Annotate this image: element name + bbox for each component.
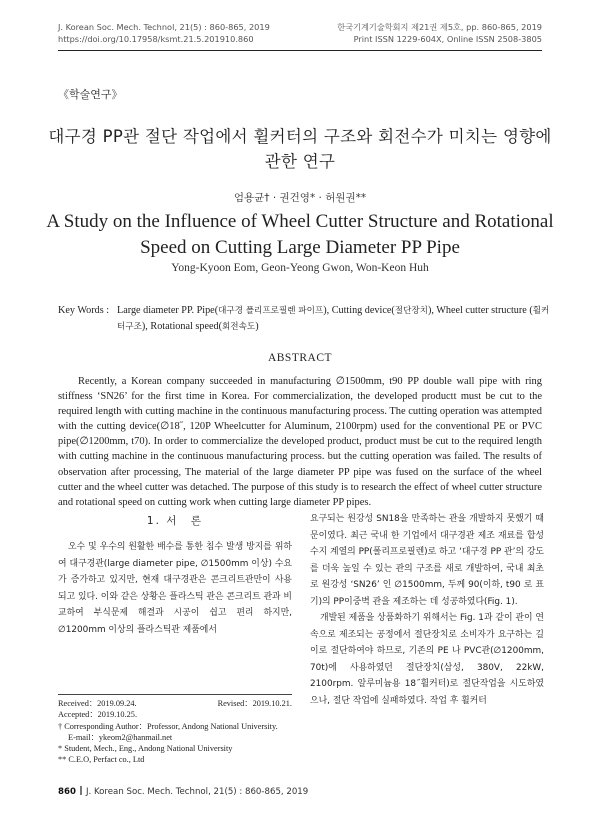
intro-paragraph-cont: 요구되는 원강성 SN18을 만족하는 관을 개발하지 못했기 때문이였다. 최근 국내 한 기업에서 대구경관 제조 재료를 합성수지 계열의 PP(폴리프로필렌)로 하고 ‘대구경 PP 관’의 강도를 더욱 높일 수 있는 관의 구조를 새로 개발하여, 국내 최초로 원강성 ‘SN26’ 인 ∅1500mm, 두께 90(이하, t90 로 표기)의 PP이중벽 관을 제조하는 데 성공하였다(Fig. 1). xyxy=(310,514,544,607)
corresponding-author: † Corresponding Author：Professor, Andong National University. xyxy=(58,721,278,731)
author-email[interactable]: E-mail：ykeom2@hanmail.net xyxy=(68,732,173,742)
student-affiliation: * Student, Mech., Eng., Andong National University xyxy=(58,744,233,754)
abstract-heading: ABSTRACT xyxy=(267,352,333,364)
dates-row xyxy=(58,698,292,709)
keyword-3-ko: 휠커터구조 xyxy=(117,306,550,332)
left-column xyxy=(58,539,292,638)
keyword-1: Large diameter PP. Pipe( xyxy=(117,305,219,316)
header-left xyxy=(58,22,270,45)
right-column xyxy=(310,511,544,709)
journal-citation: J. Korean Soc. Mech. Technol, 21(5) : 860-865, 2019 xyxy=(58,22,270,32)
keywords-label: Key Words : xyxy=(58,305,110,316)
accepted-date: Accepted：2019.10.25. xyxy=(58,710,138,720)
intro-paragraph-2: 개발된 제품을 상품화하기 위해서는 Fig. 1과 같이 관이 연속으로 제조되는 공정에서 절단장치로 소비자가 요구하는 길이로 절단하여야 하므로, 기존의 PE 나 PVC관(∅1200mm, 70t)에 사용하였던 절단장치(삼성, 380V, 22kW, 2100rpm. 알루미늄용 18˝휠커터)로 절단작업을 시도하였으나, 절단 작업에 실패하였다. 작업 후 휠커터 xyxy=(310,613,544,706)
section-heading: 1. 서 론 xyxy=(146,515,204,527)
article-category: 《학술연구》 xyxy=(58,88,123,101)
issn-info: Print ISSN 1229-604X, Online ISSN 2508-3805 xyxy=(353,33,542,44)
english-authors: Yong-Kyoon Eom, Geon-Yeong Gwon, Won-Keon Huh xyxy=(171,262,429,274)
ceo-affiliation: ** C.E.O, Perfact co., Ltd xyxy=(58,755,145,765)
header-right xyxy=(337,22,542,45)
page-number: 860 xyxy=(58,787,76,797)
footer-divider xyxy=(80,786,82,795)
korean-title: 대구경 PP관 절단 작업에서 휠커터의 구조와 회전수가 미치는 영향에 관한 연구 xyxy=(48,127,552,171)
intro-paragraph: 오수 및 우수의 원활한 배수를 통한 침수 발생 방지를 위하여 대구경관(large diameter pipe, ∅1500mm 이상) 수요가 증가하고 있지만, 현재 대구경관은 콘크리트관만이 사용되고 있다. 이와 같은 상황은 플라스틱 관은 콘크리트 관과 비교하여 부식문제 해결과 시공이 쉽고 편리 하지만, ∅1200mm 이상의 플라스틱관 제품에서 xyxy=(58,542,292,635)
korean-authors: 엄용균† · 권건영* · 허원권** xyxy=(233,192,367,204)
english-title: A Study on the Influence of Wheel Cutter Structure and Rotational Speed on Cutting Large Diameter PP Pipe xyxy=(46,211,554,258)
keywords-block xyxy=(58,303,556,335)
keyword-end: ) xyxy=(255,321,259,332)
keywords-text xyxy=(117,303,556,335)
revised-date: Revised：2019.10.21. xyxy=(217,699,292,708)
keyword-4-ko: 회전속도 xyxy=(221,322,256,332)
received-date: Received：2019.09.24. xyxy=(58,699,137,708)
footer-journal: J. Korean Soc. Mech. Technol, 21(5) : 860-865, 2019 xyxy=(85,787,309,797)
page-footer xyxy=(58,786,308,797)
keyword-1-ko: 대구경 폴리프로필렌 파이프 xyxy=(218,306,324,316)
keyword-2-ko: 절단장치 xyxy=(394,306,428,316)
keyword-4: ), Rotational speed( xyxy=(141,321,222,332)
doi-link[interactable]: https://doi.org/10.17958/ksmt.21.5.201910.860 xyxy=(58,33,254,44)
running-header xyxy=(58,22,542,51)
article-notes xyxy=(58,694,292,766)
korean-journal-citation: 한국기계기술학회지 제21권 제5호, pp. 860-865, 2019 xyxy=(337,22,542,32)
keyword-2: ), Cutting device( xyxy=(323,305,395,316)
keyword-3: ), Wheel cutter structure ( xyxy=(428,305,533,316)
abstract-body: Recently, a Korean company succeeded in manufacturing ∅1500mm, t90 PP double wall pipe with ring stiffness ‘SN26’ for the first time in Korea. For commercialization, the developed productt must be cut to the required length with cutting machine in the continuous manufacturing process. The cutting operation was attempted with the cutting device(∅18˝, 120P Wheelcutter for Aluminum, 2100rpm) used for the conventional PE or PVC pipe(∅1200mm, t70). In order to commercialize the developed product, product must be cut to the required length with cutting machine in the continuous manufacturing process. but the cutting operation was failed. The results of observation after processing, The material of the large diameter PP pipe was fused on the surface of the wheel cutter and the wheel cutter was detached. The purpose of this study is to research the effect of wheel cutter structure and rotational speed on cutting work when cutting large diameter PP pipes. xyxy=(58,376,542,508)
